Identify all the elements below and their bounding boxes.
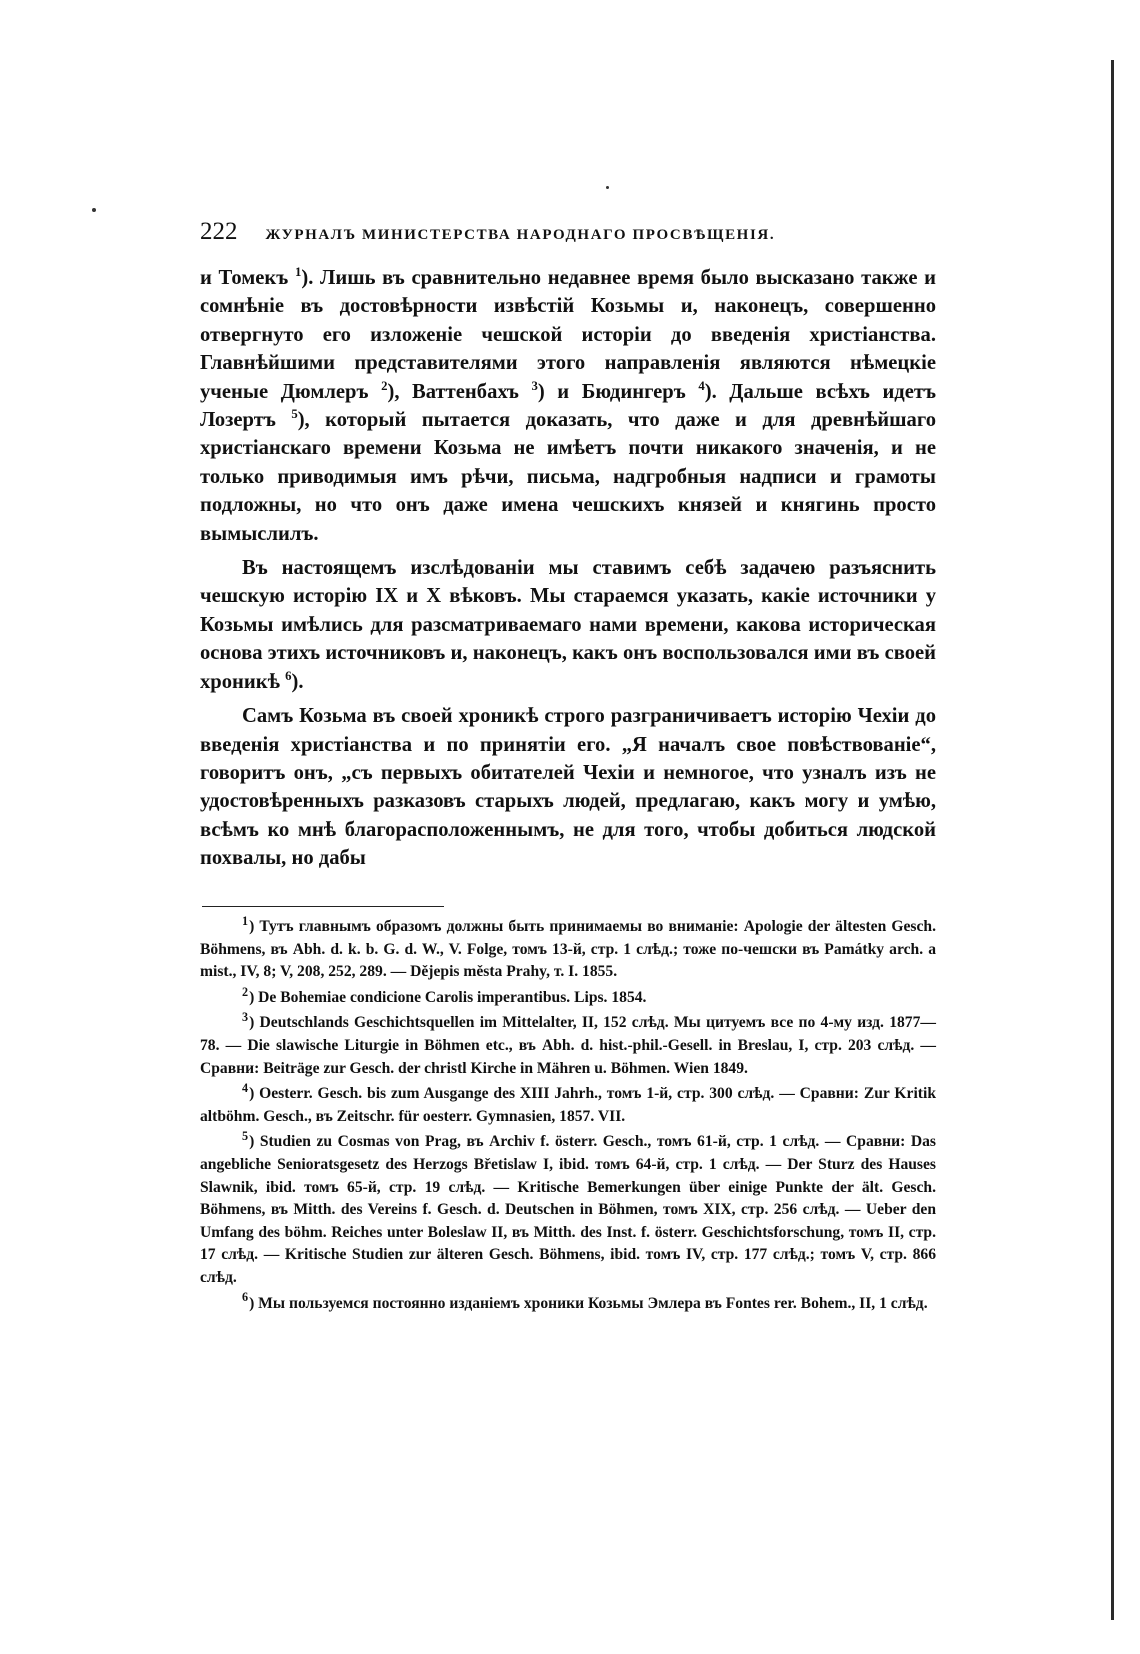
- footnote-2: [200, 984, 936, 1010]
- text-run: ).: [291, 670, 304, 693]
- footnote-1: [200, 913, 936, 984]
- text-run: Въ настоящемъ изслѣдованіи мы ставимъ себѣ задачею разъяснить чешскую исторію IX и X вѣковъ. Мы стараемся указать, какіе источники у Козьмы имѣлись для разсматриваемаго нами времени, какова историческая основа этихъ источниковъ и, наконецъ, какъ онъ воспользовался ими въ своей хроникѣ: [200, 557, 936, 693]
- text-run: Самъ Козьма въ своей хроникѣ строго разграничиваетъ исторію Чехіи до введенія христіанства и по принятіи его. „Я началъ свое повѣствованіе“, говоритъ онъ, „съ первыхъ обитателей Чехіи и немногое, что узналъ изъ не удостовѣренныхъ разказовъ старыхъ людей, предлагаю, какъ могу и умѣю, всѣмъ ко мнѣ благорасположеннымъ, не для того, чтобы добиться людской похвалы, но дабы: [200, 705, 936, 870]
- footnote-mark: 4: [242, 1080, 249, 1095]
- footnote-ref: 6: [285, 668, 292, 683]
- book-spine-edge: [1111, 60, 1114, 1620]
- footnote-ref: 2: [381, 378, 388, 393]
- footnote-text: ) De Bohemiae condicione Carolis imperantibus. Lips. 1854.: [249, 988, 647, 1006]
- footnote-ref: 3: [531, 378, 538, 393]
- paragraph-3: [200, 702, 936, 872]
- footnote-text: ) Deutschlands Geschichtsquellen im Mittelalter, II, 152 слѣд. Мы цитуемъ все по 4-му изд. 1877—78. — Die slawische Liturgie in Böhmen etc., въ Abh. d. hist.-phil.-Gesell. in Breslau, I, стр. 203 слѣд. — Сравни: Beiträge zur Gesch. der christl Kirche in Mähren u. Böhmen. Wien 1849.: [200, 1014, 936, 1077]
- text-run: ), который пытается доказать, что даже и для древнѣйшаго христіанскаго времени Козьма не имѣетъ почти никакого значенія, и не только приводимыя имъ рѣчи, письма, надгробныя надписи и грамоты подложны, но что онъ даже имена чешскихъ князей и княгинь просто вымыслилъ.: [200, 409, 936, 545]
- footnote-4: [200, 1080, 936, 1128]
- print-speck: [92, 208, 96, 212]
- print-speck: [606, 186, 609, 189]
- text-run: ). Лишь въ сравнительно недавнее время было высказано также и сомнѣніе въ достовѣрности извѣстій Козьмы и, наконецъ, совершенно отвергнуто его изложеніе чешской исторіи до введенія христіанства. Главнѣйшими представителями этого направленія являются нѣмецкіе ученые Дюмлеръ: [200, 267, 936, 403]
- paragraph-2: [200, 554, 936, 696]
- footnote-text: ) Studien zu Cosmas von Prag, въ Archiv f. österr. Gesch., томъ 61-й, стр. 1 слѣд. — Сравни: Das angebliche Senioratsgesetz des Herzogs Břetislaw I, ibid. томъ 64-й, стр. 1 слѣд. — Der Sturz des Hauses Slawnik, ibid. томъ 65-й, стр. 19 слѣд. — Kritische Bemerkungen über einige Punkte der ält. Gesch. Böhmens, въ Mitth. des Vereins f. Gesch. d. Deutschen in Böhmen, томъ XIX, стр. 256 слѣд. — Ueber den Umfang des böhm. Reiches unter Boleslaw II, въ Mitth. des Inst. f. österr. Geschichtsforschung, томъ II, стр. 17 слѣд. — Kritische Studien zur älteren Gesch. Böhmens, ibid. томъ IV, стр. 177 слѣд.; томъ V, стр. 866 слѣд.: [200, 1133, 936, 1286]
- footnote-5: [200, 1131, 936, 1289]
- footnote-mark: 6: [242, 1290, 249, 1305]
- footnote-3: [200, 1012, 936, 1080]
- footnote-mark: 5: [242, 1129, 249, 1144]
- footnote-mark: 3: [242, 1010, 249, 1025]
- page-header: [200, 218, 936, 246]
- footnote-ref: 5: [291, 407, 298, 422]
- text-run: и Томекъ: [200, 267, 295, 289]
- footnote-text: ) Тутъ главнымъ образомъ должны быть принимаемы во вниманіе: Apologie der ältesten Gesch. Böhmens, въ Abh. d. k. b. G. d. W., V. Folge, томъ 13-й, стр. 1 слѣд.; тоже по-чешски въ Památky arch. a mist., IV, 8; V, 208, 252, 289. — Dějepis města Prahy, т. I. 1855.: [200, 918, 936, 981]
- footnote-text: ) Oesterr. Gesch. bis zum Ausgange des XIII Jahrh., томъ 1-й, стр. 300 слѣд. — Сравни: Zur Kritik altböhm. Gesch., въ Zeitschr. für oesterr. Gymnasien, 1857. VII.: [200, 1085, 936, 1125]
- main-text: [200, 264, 936, 879]
- footnote-mark: 2: [242, 984, 249, 999]
- footnote-6: [200, 1290, 936, 1316]
- page-number: 222: [200, 218, 238, 245]
- text-run: ), Ваттенбахъ: [387, 380, 532, 403]
- text-run: ) и Бюдингеръ: [537, 380, 699, 403]
- footnote-mark: 1: [242, 913, 249, 928]
- footnote-ref: 4: [698, 378, 705, 393]
- footnote-text: ) Мы пользуемся постоянно изданіемъ хроники Козьмы Эмлера въ Fontes rer. Bohem., II, 1 слѣд.: [249, 1294, 928, 1312]
- footnote-separator: [202, 906, 444, 907]
- paragraph-1: [200, 264, 936, 548]
- text-run: ). Дальше всѣхъ идетъ Лозертъ: [200, 380, 936, 432]
- footnote-ref: 1: [294, 265, 302, 280]
- footnotes: [200, 913, 936, 1318]
- running-title: ЖУРНАЛЪ МИНИСТЕРСТВА НАРОДНАГО ПРОСВѢЩЕНІЯ.: [265, 227, 776, 243]
